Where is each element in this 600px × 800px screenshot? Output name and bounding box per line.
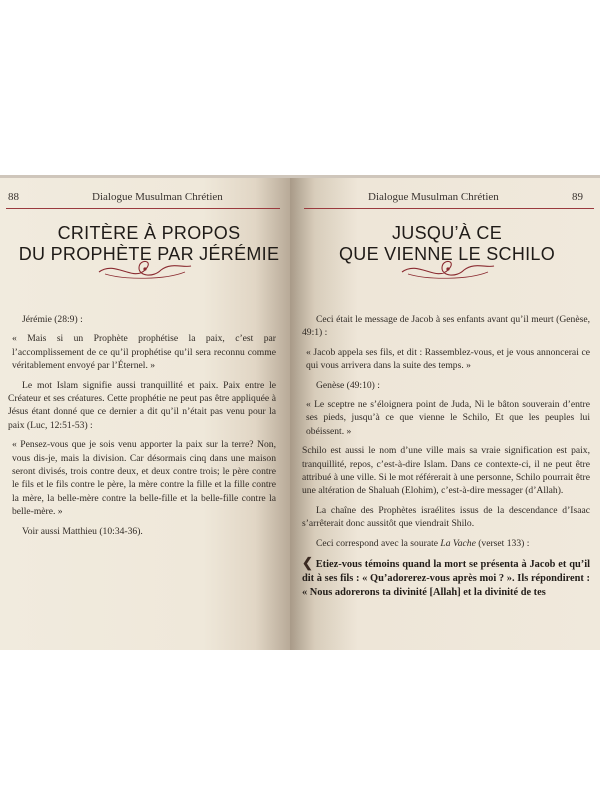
right-quote: « Jacob appela ses fils, et dit : Rassemblez-vous, et je vous annoncerai ce qui vous arrivera dans la suite des temps. » [306,346,590,372]
right-body-text [302,313,590,605]
left-paragraph: Le mot Islam signifie aussi tranquillité et paix. Paix entre le Créateur et ses créatures. Cette prophétie ne peut pas être appliquée à Jésus étant donné que ce dernier a dit qu’il n’était pas venu pour la paix (Luc, 12:51-53) : [8,379,276,431]
right-page-number: 89 [572,191,583,203]
right-chapter-title-line1: JUSQU’À CE [391,223,502,243]
sourate-intro-after: (verset 133) : [475,537,530,549]
left-body-text [8,313,276,544]
left-quote: « Pensez-vous que je sois venu apporter la paix sur la terre? Non, vous dis-je, mais la division. Car désormais cinq dans une maison seront divisés, trois contre deux, et deux contre trois; le père contre le fils et le fils contre le père, la mère contre la fille et la fille contre la mère, la belle-mère contre la belle-fille et la belle-fille contre la belle-mère. » [12,439,276,518]
right-paragraph: La chaîne des Prophètes israélites issus de la descendance d’Isaac s’arrêterait donc aussitôt que viendrait Shilo. [302,504,590,530]
verse-text: Etiez-vous témoins quand la mort se présenta à Jacob et qu’il dit à ses fils : « Qu’adorerez-vous après moi ? ». Ils répondirent : « Nous adorerons ta divinité [Allah] et la divinité de tes [302,559,590,598]
left-page [0,178,290,650]
right-page [290,178,600,650]
left-page-number: 88 [8,191,19,203]
book-spread [0,175,600,650]
sourate-name: La Vache [440,537,476,549]
right-quote: « Le sceptre ne s’éloignera point de Juda, Ni le bâton souverain d’entre ses pieds, jusqu’à ce que vienne le Schilo, Et que les peuples lui obéissent. » [306,399,590,437]
right-paragraph: Genèse (49:10) : [316,379,380,391]
left-chapter-title-line1: CRITÈRE À PROPOS [57,223,241,243]
left-flourish-ornament [95,256,195,286]
right-paragraph: Schilo est aussi le nom d’une ville mais sa vraie signification est paix, tranquillité, repos, c’est-à-dire Islam. Dans ce contexte-ci, il ne peut être attribué à une ville. Si le mot référerait à une personne, Schilo pourrait être une altération de Shaluah (Elohim), c’est-à-dire messager (d’Allah). [302,445,590,497]
left-running-title: Dialogue Musulman Chrétien [92,191,223,203]
left-header-rule [6,208,280,209]
left-chapter-title-line2: DU PROPHÈTE PAR JÉRÉMIE [18,244,280,264]
sourate-intro-before: Ceci correspond avec la sourate [316,537,441,549]
right-running-title: Dialogue Musulman Chrétien [368,191,499,203]
right-header-rule [304,208,594,209]
quran-verse [302,556,590,599]
right-paragraph: Ceci était le message de Jacob à ses enfants avant qu’il meurt (Genèse, 49:1) : [302,314,590,339]
left-paragraph: Jérémie (28:9) : [22,314,83,325]
right-sourate-intro [302,537,590,550]
left-quote: « Mais si un Prophète prophétise la paix, c’est par l’accomplissement de ce qu’il prophétise qu’il sera reconnu comme véritablement envoyé par l’Éternel. » [12,333,276,372]
verse-open-bracket: ❮ [302,555,313,571]
left-paragraph: Voir aussi Matthieu (10:34-36). [22,525,143,537]
right-flourish-ornament [398,256,498,286]
right-chapter-title-line2: QUE VIENNE LE SCHILO [338,244,556,264]
